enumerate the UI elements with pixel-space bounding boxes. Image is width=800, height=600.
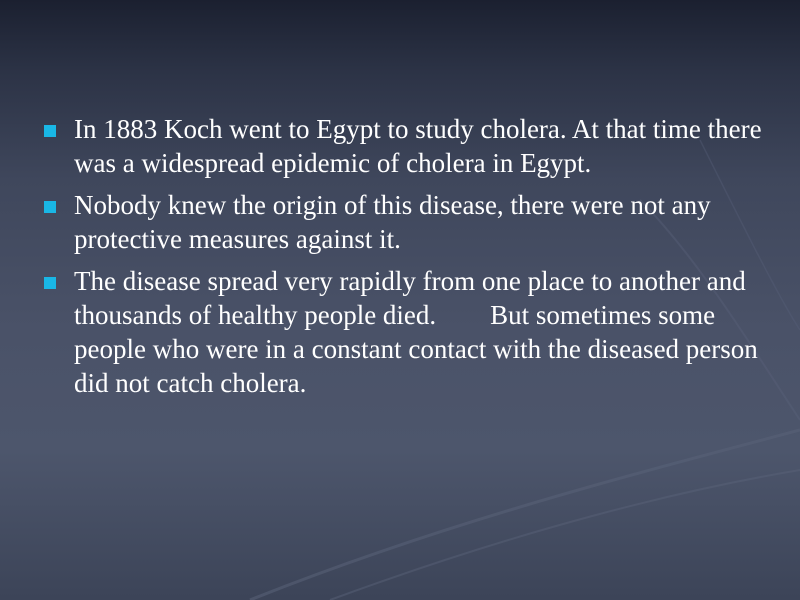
bullet-text: The disease spread very rapidly from one place to another and thousands of healthy people died. But sometimes some people who were in a constant contact with the diseased person did not catch cholera. [74,266,765,398]
square-bullet-icon [44,277,56,289]
bullet-text: Nobody knew the origin of this disease, there were not any protective measures against it. [74,190,718,254]
square-bullet-icon [44,201,56,213]
bullet-list [44,112,769,408]
bullet-item-3 [44,264,764,400]
bullet-item-1 [44,112,769,180]
bullet-item-2 [44,188,764,256]
square-bullet-icon [44,125,56,137]
bullet-text: In 1883 Koch went to Egypt to study cholera. At that time there was a widespread epidemic of cholera in Egypt. [74,114,769,178]
